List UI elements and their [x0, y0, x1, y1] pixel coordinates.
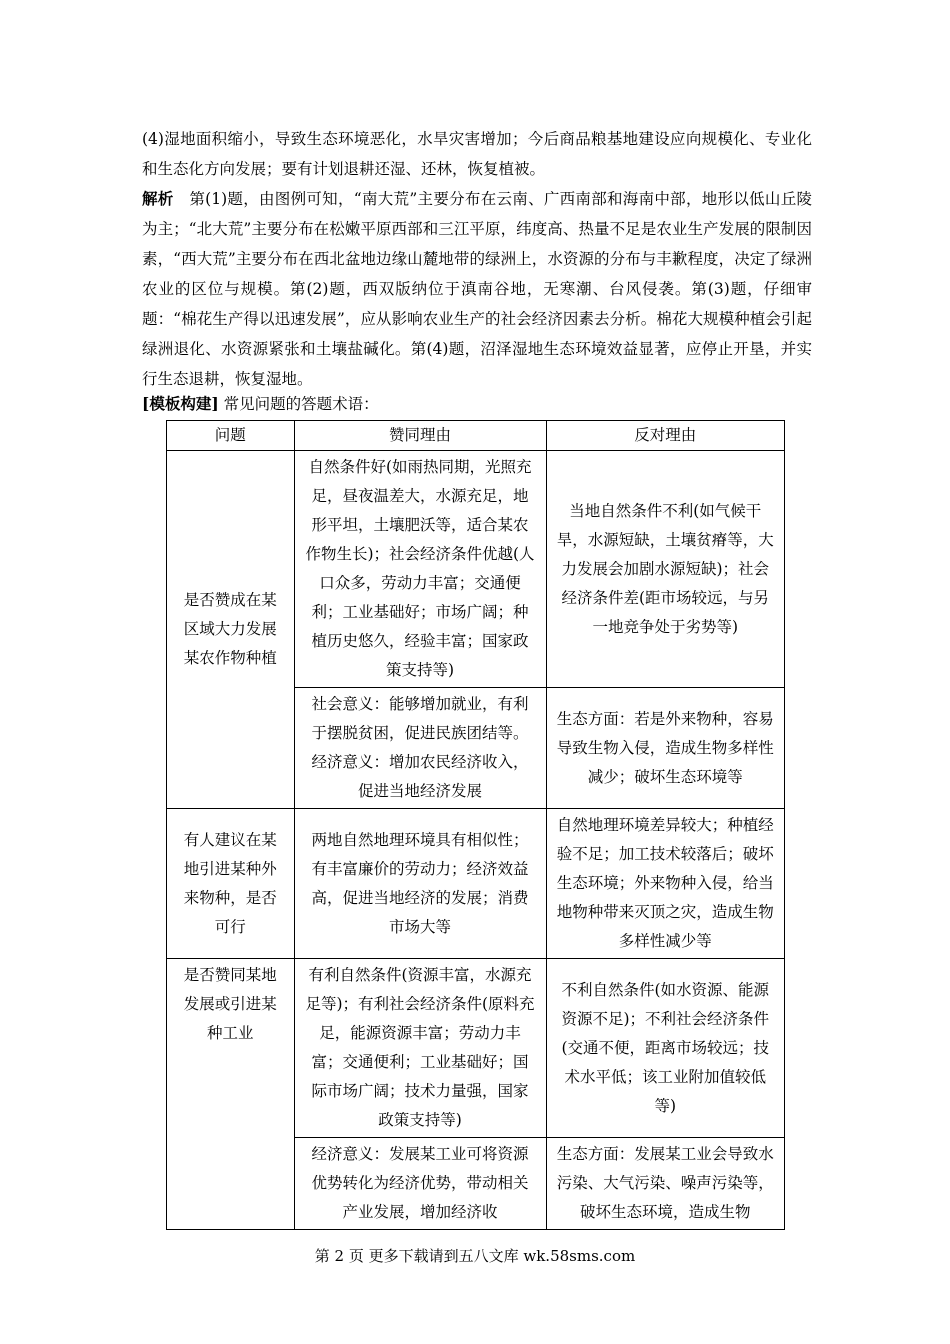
row1-question: 是否赞成在某区域大力发展某农作物种植	[167, 451, 295, 809]
row2-question: 有人建议在某地引进某种外来物种，是否可行	[167, 809, 295, 959]
analysis-text: 第(1)题，由图例可知，“南大荒”主要分布在云南、广西南部和海南中部，地形以低山丘陵为主；“北大荒”主要分布在松嫩平原西部和三江平原，纬度高、热量不足是农业生产发展的限制因素，“西大荒”主要分布在西北盆地边缘山麓地带的绿洲上，水资源的分布与丰歉程度，决定了绿洲农业的区位与规模。第(2)题，西双版纳位于滇南谷地，无寒潮、台风侵袭。第(3)题，仔细审题：“棉花生产得以迅速发展”，应从影响农业生产的社会经济因素去分析。棉花大规模种植会引起绿洲退化、水资源紧张和土壤盐碱化。第(4)题，沼泽湿地生态环境效益显著，应停止开垦，并实行生态退耕，恢复湿地。	[142, 190, 812, 388]
analysis-label: 解析	[142, 189, 174, 208]
row3a-con: 不利自然条件(如水资源、能源资源不足)；不利社会经济条件(交通不便，距离市场较远；技术水平低；该工业附加值较低等)	[546, 959, 785, 1138]
table-header-row	[167, 421, 785, 451]
row1b-con: 生态方面：若是外来物种，容易导致生物入侵，造成生物多样性减少；破坏生态环境等	[546, 688, 785, 809]
row3b-con: 生态方面：发展某工业会导致水污染、大气污染、噪声污染等，破坏生态环境，造成生物	[546, 1138, 785, 1230]
template-label: [模板构建]	[142, 394, 219, 413]
table-row	[167, 959, 785, 1138]
header-con: 反对理由	[546, 421, 785, 451]
row1a-con: 当地自然条件不利(如气候干旱，水源短缺，土壤贫瘠等，大力发展会加剧水源短缺)；社会经济条件差(距市场较远，与另一地竞争处于劣势等)	[546, 451, 785, 688]
template-heading	[142, 389, 812, 419]
answer-terms-table	[166, 420, 785, 1230]
table-row	[167, 809, 785, 959]
row3b-pro: 经济意义：发展某工业可将资源优势转化为经济优势，带动相关产业发展，增加经济收	[294, 1138, 546, 1230]
row1a-pro: 自然条件好(如雨热同期，光照充足，昼夜温差大，水源充足，地形平坦，土壤肥沃等，适合某农作物生长)；社会经济条件优越(人口众多，劳动力丰富；交通便利；工业基础好；市场广阔；种植历史悠久，经验丰富；国家政策支持等)	[294, 451, 546, 688]
row2-pro: 两地自然地理环境具有相似性；有丰富廉价的劳动力；经济效益高，促进当地经济的发展；消费市场大等	[294, 809, 546, 959]
table-row	[167, 451, 785, 688]
page-footer: 第 2 页 更多下载请到五八文库 wk.58sms.com	[314, 1247, 636, 1265]
row1b-pro: 社会意义：能够增加就业，有利于摆脱贫困，促进民族团结等。经济意义：增加农民经济收入，促进当地经济发展	[294, 688, 546, 809]
answer-part-4: (4)湿地面积缩小，导致生态环境恶化，水旱灾害增加；今后商品粮基地建设应向规模化、专业化和生态化方向发展；要有计划退耕还湿、还林，恢复植被。	[142, 130, 812, 178]
row3a-pro: 有利自然条件(资源丰富，水源充足等)；有利社会经济条件(原料充足，能源资源丰富；劳动力丰富；交通便利；工业基础好；国际市场广阔；技术力量强，国家政策支持等)	[294, 959, 546, 1138]
analysis-paragraph	[142, 184, 812, 394]
row3-question: 是否赞同某地发展或引进某种工业	[167, 959, 295, 1230]
row2-con: 自然地理环境差异较大；种植经验不足；加工技术较落后；破坏生态环境；外来物种入侵，给当地物种带来灭顶之灾，造成生物多样性减少等	[546, 809, 785, 959]
header-pro: 赞同理由	[294, 421, 546, 451]
header-question: 问题	[167, 421, 295, 451]
template-text: 常见问题的答题术语：	[223, 395, 379, 413]
